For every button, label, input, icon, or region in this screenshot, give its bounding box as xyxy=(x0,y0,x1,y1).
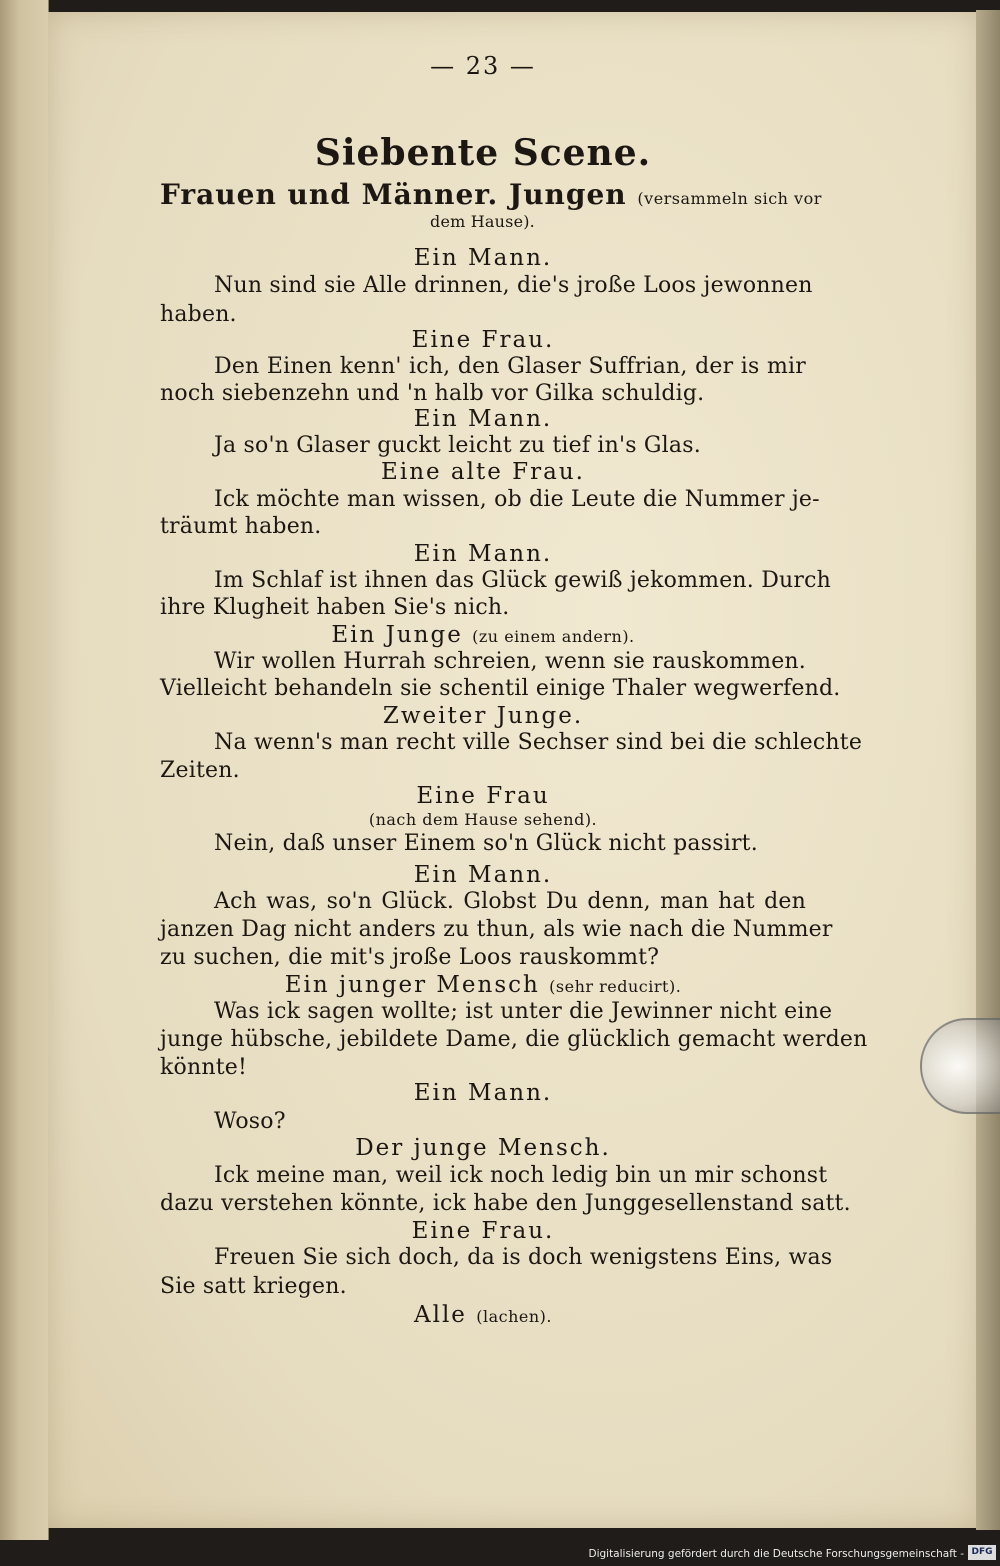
cast-heading-text: Frauen und Männer. Jungen xyxy=(160,178,627,211)
dialogue-line: Vielleicht behandeln sie schentil einige Thaler wegwerfend. xyxy=(160,676,841,701)
speaker-label: Der junge Mensch. xyxy=(355,1135,611,1161)
speaker-name: Alle xyxy=(413,1302,467,1328)
dialogue-line: Ick möchte man wissen, ob die Leute die Nummer je- xyxy=(214,487,820,512)
cast-heading-note: (versammeln sich vor xyxy=(637,189,822,208)
right-page-edge xyxy=(976,10,1000,1530)
dfg-logo: DFG xyxy=(968,1545,996,1560)
dialogue-line: Ja so'n Glaser guckt leicht zu tief in's Glas. xyxy=(214,433,701,458)
dialogue-line: Den Einen kenn' ich, den Glaser Suffrian, der is mir xyxy=(214,354,806,379)
speaker-label xyxy=(160,1301,806,1331)
speaker-label: Zweiter Junge. xyxy=(382,703,584,729)
dialogue-line: junge hübsche, jebildete Dame, die glücklich gemacht werden xyxy=(160,1027,868,1052)
stage-direction: (sehr reducirt). xyxy=(549,977,682,996)
dialogue-line: Freuen Sie sich doch, da is doch wenigstens Eins, was xyxy=(214,1245,833,1270)
speaker-label: Ein Mann. xyxy=(413,541,553,567)
dialogue-line: noch siebenzehn und 'n halb vor Gilka schuldig. xyxy=(160,381,705,406)
dialogue-line: haben. xyxy=(160,302,237,327)
dialogue-line: Zeiten. xyxy=(160,758,240,783)
dialogue-line: könnte! xyxy=(160,1055,248,1080)
digitization-credit: Digitalisierung gefördert durch die Deutsche Forschungsgemeinschaft - xyxy=(588,1548,964,1560)
speaker-label: Eine Frau xyxy=(416,783,550,809)
speaker-label: Eine Frau. xyxy=(411,1218,555,1244)
speaker-label: Ein Mann. xyxy=(413,862,553,888)
speaker-label xyxy=(160,971,806,1001)
scene-title: Siebente Scene. xyxy=(314,132,652,174)
dialogue-line: Im Schlaf ist ihnen das Glück gewiß jekommen. Durch xyxy=(214,568,832,593)
stage-direction: (nach dem Hause sehend). xyxy=(368,810,598,829)
dialogue-line: dazu verstehen könnte, ick habe den Junggesellenstand satt. xyxy=(160,1191,851,1216)
speaker-label: Eine alte Frau. xyxy=(381,459,585,485)
dialogue-line: Sie satt kriegen. xyxy=(160,1274,347,1299)
speaker-label xyxy=(160,621,806,651)
speaker-label: Ein Mann. xyxy=(413,406,553,432)
stage-direction: (lachen). xyxy=(476,1307,552,1326)
stage-direction: (zu einem andern). xyxy=(472,627,635,646)
dialogue-line: Woso? xyxy=(214,1109,286,1134)
dialogue-line: Was ick sagen wollte; ist unter die Jewinner nicht eine xyxy=(214,999,833,1024)
dialogue-line: Nun sind sie Alle drinnen, die's jroße Loos jewonnen xyxy=(214,273,813,298)
dialogue-line: ihre Klugheit haben Sie's nich. xyxy=(160,595,510,620)
dialogue-line: Ick meine man, weil ick noch ledig bin un mir schonst xyxy=(214,1163,828,1188)
speaker-label: Eine Frau. xyxy=(411,327,555,353)
speaker-label: Ein Mann. xyxy=(413,1080,553,1106)
dialogue-line: zu suchen, die mit's jroße Loos rauskommt? xyxy=(160,945,660,970)
dialogue-line: janzen Dag nicht anders zu thun, als wie nach die Nummer xyxy=(160,917,833,942)
speaker-name: Ein junger Mensch xyxy=(284,972,540,998)
left-page-edge xyxy=(0,0,49,1540)
page-number: — 23 — xyxy=(430,52,536,80)
speaker-label: Ein Mann. xyxy=(413,245,553,271)
cast-heading-continuation: dem Hause). xyxy=(430,212,535,231)
dialogue-line: Na wenn's man recht ville Sechser sind bei die schlechte xyxy=(214,730,863,755)
speaker-name: Ein Junge xyxy=(331,622,463,648)
dialogue-line: träumt haben. xyxy=(160,514,322,539)
dialogue-line: Wir wollen Hurrah schreien, wenn sie rauskommen. xyxy=(214,649,806,674)
dialogue-line: Ach was, so'n Glück. Globst Du denn, man hat den xyxy=(214,889,806,914)
dialogue-line: Nein, daß unser Einem so'n Glück nicht passirt. xyxy=(214,831,758,856)
